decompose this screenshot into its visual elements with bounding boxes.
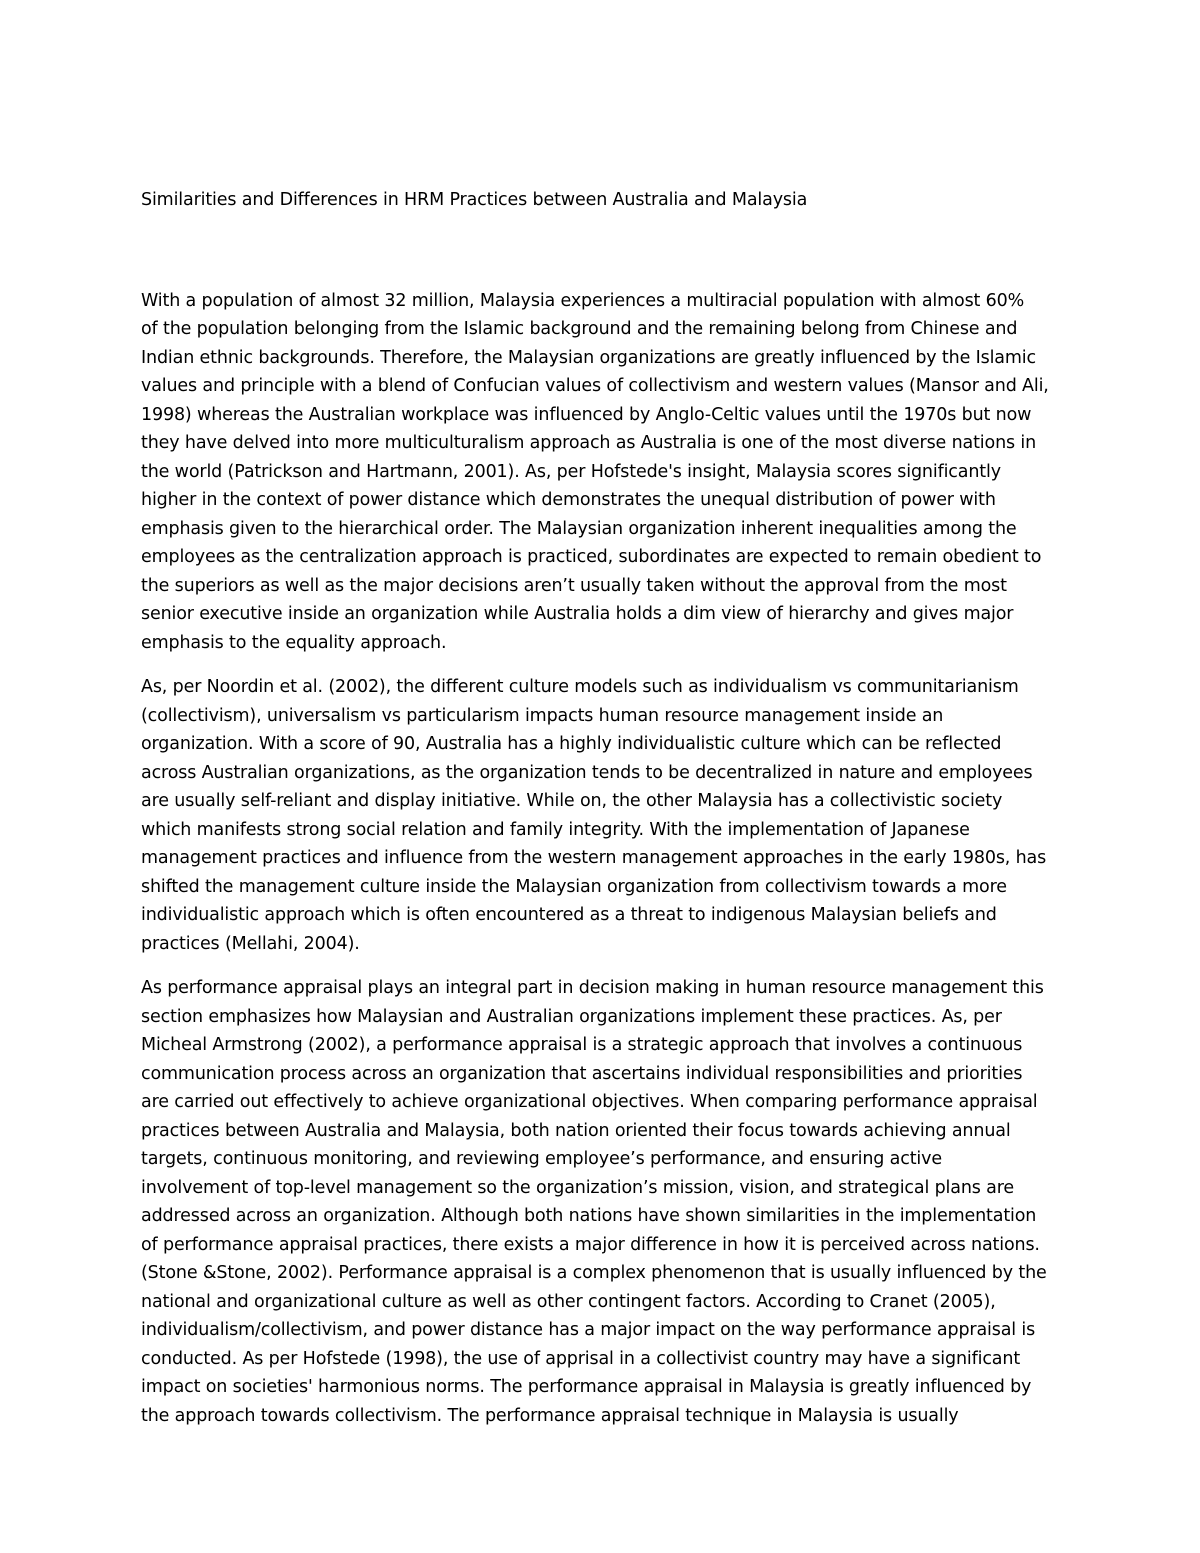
text-line: employees as the centralization approach is practiced, subordinates are expected to remain obedient to [141,547,1042,567]
text-line: targets, continuous monitoring, and reviewing employee’s performance, and ensuring active [141,1149,942,1169]
document-body [141,186,1059,1446]
paragraph-1 [141,287,1059,658]
text-line: organization. With a score of 90, Australia has a highly individualistic culture which can be reflected [141,734,1002,754]
paragraph-3 [141,974,1059,1430]
text-line: senior executive inside an organization while Australia holds a dim view of hierarchy and gives major [141,604,1014,624]
text-line: With a population of almost 32 million, Malaysia experiences a multiracial population with almost 60% [141,290,1025,311]
text-line: are usually self-reliant and display initiative. While on, the other Malaysia has a collectivistic society [141,791,1003,811]
text-line: they have delved into more multiculturalism approach as Australia is one of the most diverse nations in [141,433,1037,453]
text-line: section emphasizes how Malaysian and Australian organizations implement these practices. As, per [141,1006,1002,1027]
text-line: higher in the context of power distance which demonstrates the unequal distribution of power with [141,490,996,510]
text-line: involvement of top-level management so the organization’s mission, vision, and strategical plans are [141,1177,1015,1198]
text-line: practices (Mellahi, 2004). [141,933,360,954]
text-line: 1998) whereas the Australian workplace was influenced by Anglo-Celtic values until the 1970s but now [141,404,1032,425]
text-line: the approach towards collectivism. The performance appraisal technique in Malaysia is usually [141,1405,959,1426]
text-line: emphasis to the equality approach. [141,632,447,653]
text-line: individualism/collectivism, and power distance has a major impact on the way performance appraisal is [141,1320,1036,1340]
document-title: Similarities and Differences in HRM Practices between Australia and Malaysia [141,190,808,210]
text-line: (collectivism), universalism vs particularism impacts human resource management inside an [141,705,944,726]
text-line: the world (Patrickson and Hartmann, 2001). As, per Hofstede's insight, Malaysia scores significantly [141,461,1001,482]
text-line: As, per Noordin et al. (2002), the different culture models such as individualism vs communitarianism [141,677,1019,697]
text-line: values and principle with a blend of Confucian values of collectivism and western values (Mansor and Ali, [141,376,1049,396]
text-line: individualistic approach which is often encountered as a threat to indigenous Malaysian beliefs and [141,905,997,925]
paragraph-2 [141,673,1059,958]
paragraph-container [141,287,1059,1431]
text-line: of performance appraisal practices, there exists a major difference in how it is perceived across nations. [141,1234,1040,1255]
text-line: conducted. As per Hofstede (1998), the use of apprisal in a collectivist country may have a significant [141,1348,1021,1369]
text-line: are carried out effectively to achieve organizational objectives. When comparing performance appraisal [141,1092,1038,1112]
text-line: across Australian organizations, as the organization tends to be decentralized in nature and employees [141,762,1033,783]
text-line: Micheal Armstrong (2002), a performance appraisal is a strategic approach that involves a continuous [141,1035,1023,1055]
text-line: (Stone &Stone, 2002). Performance appraisal is a complex phenomenon that is usually influenced by the [141,1263,1047,1283]
text-line: practices between Australia and Malaysia, both nation oriented their focus towards achieving annual [141,1120,1011,1141]
text-line: of the population belonging from the Islamic background and the remaining belong from Chinese and [141,319,1018,339]
text-line: management practices and influence from the western management approaches in the early 1980s, has [141,848,1047,868]
text-line: which manifests strong social relation and family integrity. With the implementation of Japanese [141,819,970,840]
text-line: shifted the management culture inside the Malaysian organization from collectivism towards a more [141,876,1007,897]
text-line: addressed across an organization. Although both nations have shown similarities in the implementation [141,1206,1037,1226]
text-line: communication process across an organization that ascertains individual responsibilities and priorities [141,1063,1023,1084]
text-line: national and organizational culture as well as other contingent factors. According to Cranet (2005), [141,1291,996,1312]
text-line: Indian ethnic backgrounds. Therefore, the Malaysian organizations are greatly influenced by the Islamic [141,347,1036,368]
text-line: impact on societies' harmonious norms. The performance appraisal in Malaysia is greatly influenced by [141,1377,1032,1397]
text-line: As performance appraisal plays an integral part in decision making in human resource management this [141,978,1044,998]
text-line: emphasis given to the hierarchical order. The Malaysian organization inherent inequalities among the [141,518,1017,539]
text-line: the superiors as well as the major decisions aren’t usually taken without the approval from the most [141,575,1007,596]
